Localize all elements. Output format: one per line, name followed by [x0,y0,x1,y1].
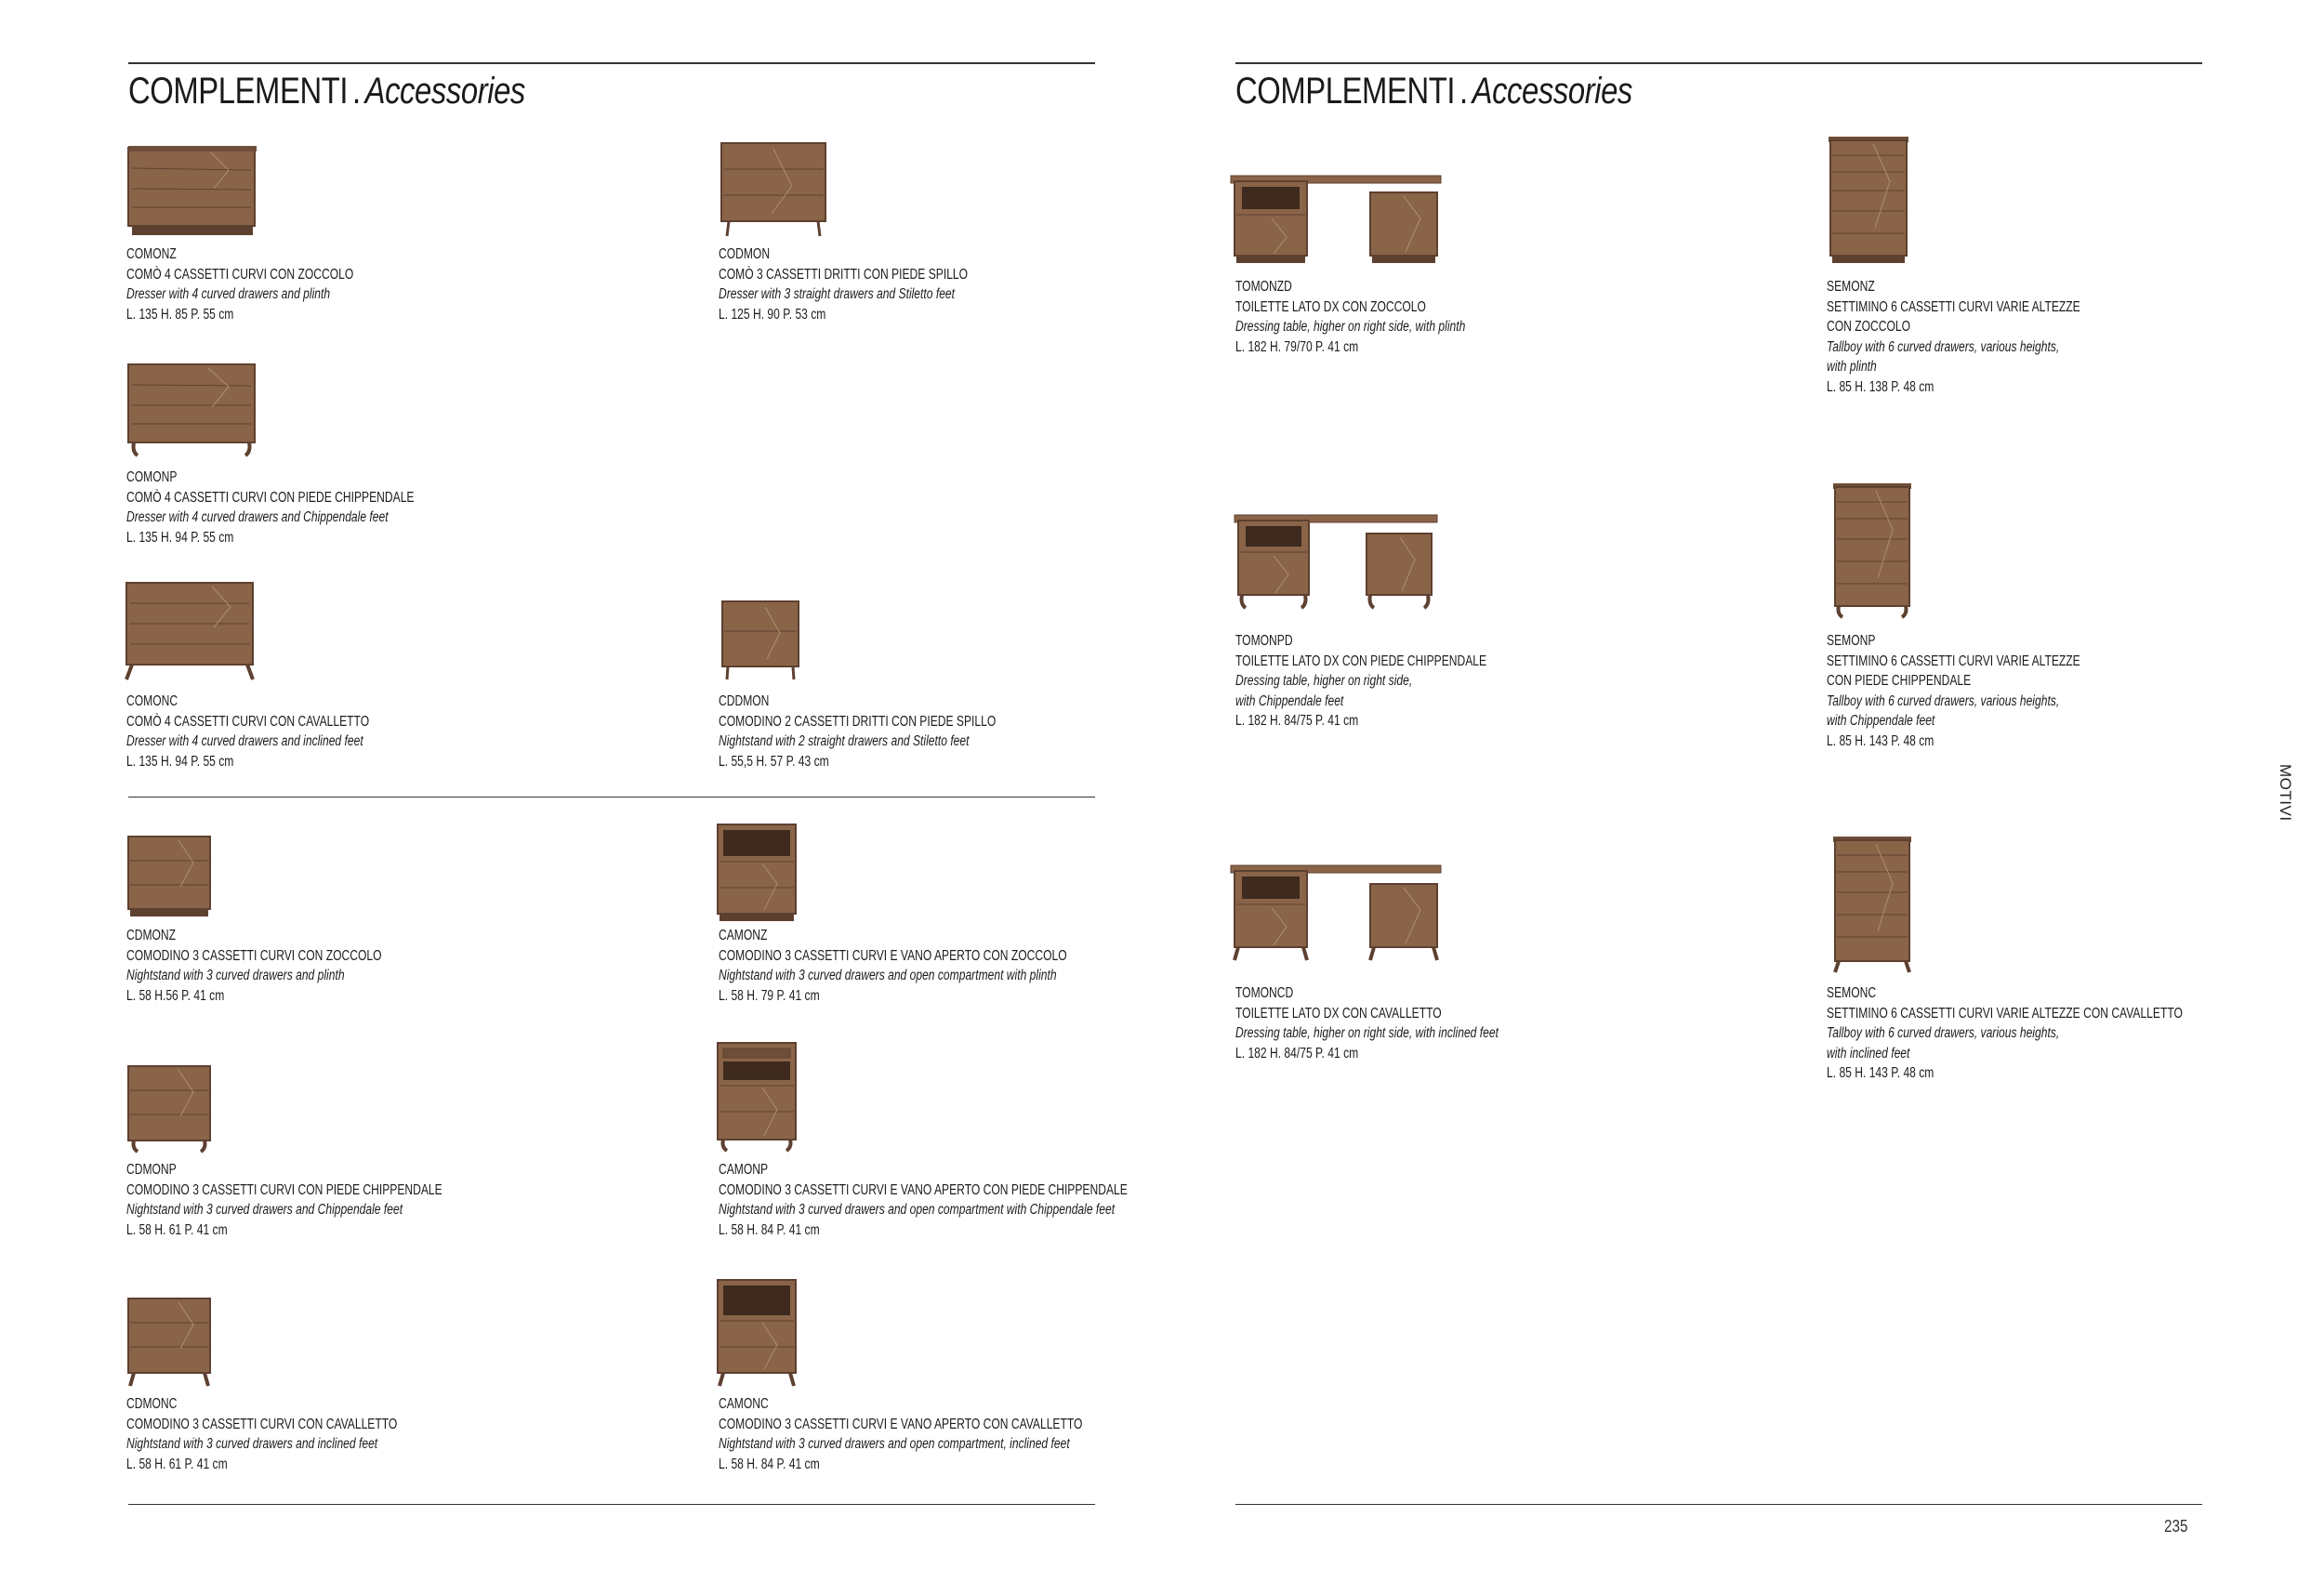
product-code: TOMONCD [1235,985,1294,1001]
product-code: CAMONC [719,1396,769,1412]
page-number: 235 [2164,1517,2188,1536]
bottom-rule-right [1235,1504,2202,1505]
caption [1235,277,1465,357]
product-name: SETTIMINO 6 CASSETTI CURVI VARIE ALTEZZE [1827,653,2080,669]
product-name: COMODINO 3 CASSETTI CURVI E VANO APERTO CON CAVALLETTO [719,1416,1083,1432]
product-code: CAMONZ [719,928,768,943]
product-desc: Dresser with 4 curved drawers and plinth [126,286,331,302]
product-code: CDMONP [126,1162,177,1178]
product-code: TOMONZD [1235,279,1292,295]
section-divider [128,797,1095,798]
product-name-cont: CON ZOCCOLO [1827,319,1911,335]
caption [719,1394,1082,1474]
product-code: COMONC [126,693,178,709]
title-main: COMPLEMENTI [1235,71,1456,112]
product-desc: Dresser with 3 straight drawers and Stiletto feet [719,286,956,302]
product-code: CDDMON [719,693,770,709]
caption [719,1160,1128,1240]
product-name: TOILETTE LATO DX CON ZOCCOLO [1235,298,1426,315]
product-desc: Nightstand with 3 curved drawers and open compartment, inclined feet [719,1436,1070,1452]
product-desc-cont: with Chippendale feet [1235,692,1344,709]
product-code: SEMONZ [1827,279,1875,295]
tallboy-inclined-image [1831,835,1915,976]
product-name: COMODINO 2 CASSETTI DRITTI CON PIEDE SPILLO [719,713,997,730]
product-dims: L. 125 H. 90 P. 53 cm [719,306,826,323]
product-dims: L. 58 H.56 P. 41 cm [126,987,225,1004]
nightstand-open-plinth-image [716,823,799,923]
product-name: COMODINO 3 CASSETTI CURVI E VANO APERTO CON PIEDE CHIPPENDALE [719,1181,1128,1198]
product-name: COMODINO 3 CASSETTI CURVI CON ZOCCOLO [126,947,382,964]
product-dims: L. 58 H. 61 P. 41 cm [126,1221,228,1238]
product-code: CDMONC [126,1396,178,1412]
dresser-plinth-image [126,144,258,240]
product-dims: L. 182 H. 79/70 P. 41 cm [1235,338,1359,355]
top-rule-left [128,62,1095,64]
section-side-label: MOTIVI [2277,764,2294,822]
product-code: CAMONP [719,1162,769,1178]
product-desc: Tallboy with 6 curved drawers, various heights, [1827,1025,2060,1041]
caption [719,692,996,771]
product-dims: L. 85 H. 138 P. 48 cm [1827,378,1934,395]
tallboy-chippendale-image [1831,481,1915,621]
nightstand-plinth-image [126,835,214,920]
caption [719,926,1067,1006]
product-dims: L. 55,5 H. 57 P. 43 cm [719,753,829,770]
title-sep: . [351,71,361,112]
product-desc-cont: with inclined feet [1827,1045,1910,1061]
product-name: COMÒ 4 CASSETTI CURVI CON PIEDE CHIPPENDALE [126,489,415,506]
product-dims: L. 58 H. 79 P. 41 cm [719,987,820,1004]
caption [1827,277,2080,397]
product-code: CDMONZ [126,928,177,943]
caption [126,468,414,547]
tallboy-plinth-image [1827,135,1912,267]
product-dims: L. 58 H. 84 P. 41 cm [719,1456,820,1472]
top-rule-right [1235,62,2202,64]
title-sub: Accessories [364,71,525,112]
product-desc: Nightstand with 3 curved drawers and Chippendale feet [126,1202,403,1218]
product-name: COMODINO 3 CASSETTI CURVI E VANO APERTO CON ZOCCOLO [719,947,1067,964]
caption [126,244,353,324]
title-sub: Accessories [1472,71,1632,112]
caption [126,926,382,1006]
caption [126,1394,397,1474]
caption [1827,983,2183,1084]
product-desc: Dressing table, higher on right side, with inclined feet [1235,1025,1499,1041]
bottom-rule-left [128,1504,1095,1505]
product-name: SETTIMINO 6 CASSETTI CURVI VARIE ALTEZZE [1827,298,2080,315]
product-dims: L. 85 H. 143 P. 48 cm [1827,1065,1934,1081]
product-dims: L. 58 H. 84 P. 41 cm [719,1221,820,1238]
product-dims: L. 135 H. 85 P. 55 cm [126,306,234,323]
product-desc: Dressing table, higher on right side, with plinth [1235,319,1466,335]
product-desc: Nightstand with 3 curved drawers and open compartment with plinth [719,968,1057,983]
caption [1235,983,1499,1063]
dressing-table-plinth-image [1229,172,1445,272]
title-main: COMPLEMENTI [128,71,349,112]
product-dims: L. 135 H. 94 P. 55 cm [126,753,234,770]
product-code: SEMONP [1827,633,1876,649]
product-desc: Nightstand with 3 curved drawers and plinth [126,968,345,983]
caption [719,244,968,324]
product-name: TOILETTE LATO DX CON PIEDE CHIPPENDALE [1235,653,1487,669]
product-desc: Nightstand with 3 curved drawers and open compartment with Chippendale feet [719,1202,1116,1218]
product-desc: Dressing table, higher on right side, [1235,673,1413,689]
product-desc-cont: with Chippendale feet [1827,713,1935,729]
dressing-table-inclined-image [1229,860,1445,964]
dressing-table-chippendale-image [1233,509,1439,613]
product-desc: Tallboy with 6 curved drawers, various heights, [1827,338,2060,355]
product-desc: Dresser with 4 curved drawers and Chippendale feet [126,509,389,525]
nightstand-stiletto-image [719,600,804,683]
product-code: COMONP [126,469,178,485]
product-desc-cont: with plinth [1827,359,1877,375]
dresser-stiletto-image [718,139,831,240]
caption [126,692,369,771]
product-name: TOILETTE LATO DX CON CAVALLETTO [1235,1005,1442,1022]
page-title-right [1235,71,1632,112]
product-name: COMODINO 3 CASSETTI CURVI CON CAVALLETTO [126,1416,398,1432]
product-dims: L. 85 H. 143 P. 48 cm [1827,732,1934,749]
product-code: CODMON [719,246,771,262]
product-name: COMÒ 3 CASSETTI DRITTI CON PIEDE SPILLO [719,266,969,283]
product-desc: Nightstand with 2 straight drawers and Stiletto feet [719,733,970,749]
product-dims: L. 135 H. 94 P. 55 cm [126,529,234,546]
product-name: COMODINO 3 CASSETTI CURVI CON PIEDE CHIPPENDALE [126,1181,442,1198]
page-title-left [128,71,525,112]
product-code: SEMONC [1827,985,1877,1001]
product-name: COMÒ 4 CASSETTI CURVI CON ZOCCOLO [126,266,354,283]
product-desc: Dresser with 4 curved drawers and inclined feet [126,733,363,749]
product-dims: L. 182 H. 84/75 P. 41 cm [1235,713,1359,729]
nightstand-chippendale-image [126,1064,214,1155]
nightstand-inclined-image [126,1297,214,1390]
caption [1827,631,2080,751]
product-dims: L. 58 H. 61 P. 41 cm [126,1456,228,1472]
dresser-chippendale-image [126,363,258,459]
product-name: SETTIMINO 6 CASSETTI CURVI VARIE ALTEZZE CON CAVALLETTO [1827,1005,2183,1022]
nightstand-open-inclined-image [716,1278,799,1388]
nightstand-open-chippendale-image [716,1041,799,1154]
product-desc: Nightstand with 3 curved drawers and inclined feet [126,1436,378,1452]
product-dims: L. 182 H. 84/75 P. 41 cm [1235,1045,1359,1061]
product-code: COMONZ [126,246,177,262]
product-desc: Tallboy with 6 curved drawers, various heights, [1827,692,2060,709]
product-name: COMÒ 4 CASSETTI CURVI CON CAVALLETTO [126,713,370,730]
caption [1235,631,1486,732]
product-code: TOMONPD [1235,633,1293,649]
dresser-inclined-image [123,581,257,683]
product-name-cont: CON PIEDE CHIPPENDALE [1827,673,1972,689]
title-sep: . [1459,71,1468,112]
caption [126,1160,442,1240]
